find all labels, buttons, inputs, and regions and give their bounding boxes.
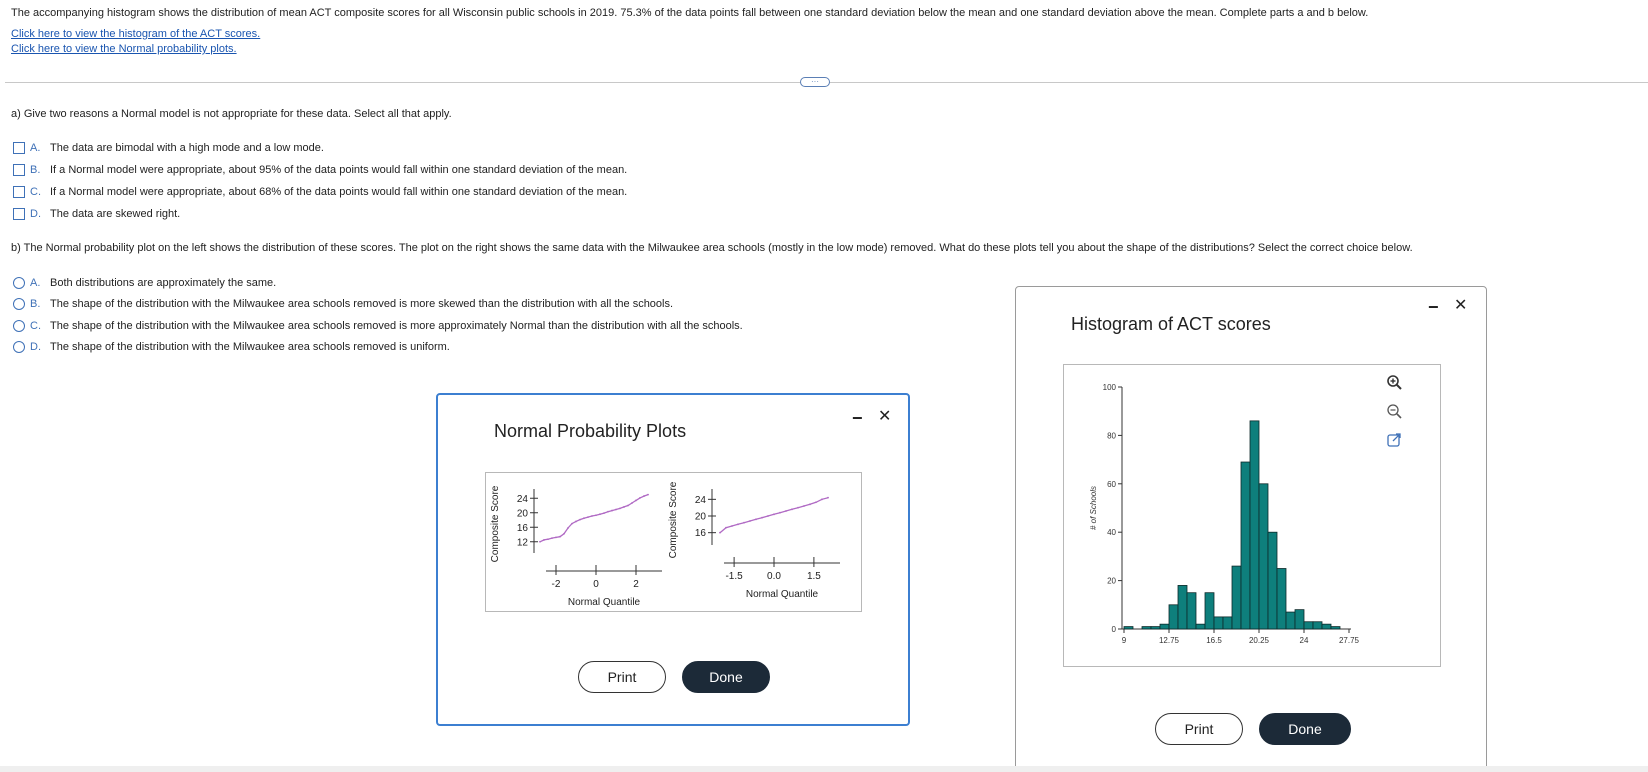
option-letter: B.: [30, 298, 41, 310]
done-button[interactable]: Done: [682, 661, 770, 693]
data-point: [555, 537, 557, 539]
option-letter: A.: [30, 277, 41, 289]
checkbox[interactable]: [13, 186, 25, 198]
zoom-in-icon[interactable]: [1386, 374, 1402, 390]
option-letter: B.: [30, 164, 41, 176]
histogram-bar: [1259, 484, 1268, 629]
histogram-bar: [1178, 585, 1187, 629]
data-point: [587, 516, 589, 518]
data-point: [627, 505, 629, 507]
part-a-question: a) Give two reasons a Normal model is not appropriate for these data. Select all that apply.: [11, 108, 452, 120]
histogram-bar: [1286, 612, 1295, 629]
histogram-bar: [1187, 593, 1196, 629]
option-text: The data are bimodal with a high mode and a low mode.: [50, 142, 324, 154]
x-tick-label: 16.5: [1206, 636, 1222, 645]
histogram-bar: [1142, 627, 1151, 629]
part-b-question: b) The Normal probability plot on the left shows the distribution of these scores. The plot on the right shows the same data with the Milwaukee area schools (mostly in the low mode) removed. What do these plots tell you about the shape of the distributions? Select the correct choice below.: [11, 242, 1413, 254]
data-point: [785, 510, 787, 512]
histogram-dialog: [1015, 286, 1487, 772]
data-point: [761, 517, 763, 519]
data-point: [547, 538, 549, 540]
histogram-bar: [1322, 624, 1331, 629]
y-tick-label: 16: [694, 528, 706, 540]
histogram-bar: [1214, 617, 1223, 629]
histogram-panel: [1063, 364, 1441, 667]
option-text: If a Normal model were appropriate, about 68% of the data points would fall within one standard deviation of the mean.: [50, 186, 628, 198]
data-point: [635, 500, 637, 502]
data-point: [643, 495, 645, 497]
data-point: [595, 514, 597, 516]
print-button[interactable]: Print: [578, 661, 666, 693]
histogram-bar: [1331, 627, 1340, 629]
y-tick-label: 16: [516, 522, 528, 534]
x-tick-label: 1.5: [806, 571, 821, 582]
data-point: [591, 515, 593, 517]
histogram-bar: [1268, 532, 1277, 629]
data-point: [803, 505, 805, 507]
data-point: [779, 512, 781, 514]
data-point: [797, 507, 799, 509]
x-tick-label: 0.0: [767, 571, 781, 582]
checkbox[interactable]: [13, 142, 25, 154]
data-point: [619, 508, 621, 510]
histogram-bar: [1295, 610, 1304, 629]
bottom-bar: [0, 766, 1648, 772]
histogram-bar: [1160, 624, 1169, 629]
histogram-svg: [1064, 365, 1440, 666]
data-point: [567, 527, 569, 529]
data-point: [719, 532, 721, 534]
data-point: [791, 508, 793, 510]
intro-text: The accompanying histogram shows the distribution of mean ACT composite scores for all Wisconsin public schools in 2019. 75.3% of the data points fall between one standard deviation below the mean and one standard deviation above the mean. Complete parts a and b below.: [11, 7, 1369, 19]
y-axis-label: # of Schools: [1089, 485, 1098, 531]
histogram-bar: [1205, 593, 1214, 629]
data-point: [583, 517, 585, 519]
y-tick-label: 40: [1107, 528, 1116, 538]
data-point: [725, 527, 727, 529]
x-tick-label: 0: [593, 579, 599, 590]
data-point: [755, 518, 757, 520]
x-tick-label: -1.5: [725, 571, 743, 582]
option-letter: D.: [30, 341, 41, 353]
x-tick-label: 24: [1299, 636, 1309, 645]
part-b-option-d[interactable]: [13, 340, 450, 354]
data-point: [639, 497, 641, 499]
data-point: [575, 521, 577, 523]
x-tick-label: 9: [1121, 636, 1127, 645]
y-axis-label: Composite Score: [668, 481, 679, 559]
part-a-option-c[interactable]: [13, 185, 627, 199]
histogram-bar: [1196, 624, 1205, 629]
y-tick-label: 20: [516, 508, 528, 520]
histogram-link[interactable]: Click here to view the histogram of the ACT scores.: [11, 28, 261, 40]
close-icon[interactable]: ✕: [1454, 297, 1468, 314]
minimize-icon[interactable]: −: [852, 408, 863, 428]
option-letter: D.: [30, 208, 41, 220]
data-point: [563, 533, 565, 535]
checkbox[interactable]: [13, 208, 25, 220]
data-point: [615, 509, 617, 511]
data-point: [559, 536, 561, 538]
normal-plots-link[interactable]: Click here to view the Normal probability plots.: [11, 43, 237, 55]
x-tick-label: -2: [551, 579, 561, 590]
data-point: [603, 512, 605, 514]
part-a-option-d[interactable]: [13, 207, 180, 221]
histogram-bar: [1304, 622, 1313, 629]
x-tick-label: 20.25: [1248, 636, 1270, 645]
part-a-option-a[interactable]: [13, 141, 324, 155]
data-point: [611, 510, 613, 512]
histogram-bar: [1250, 421, 1259, 629]
x-axis-label: Normal Quantile: [745, 589, 819, 600]
normal-plots-svg: [486, 473, 861, 611]
y-tick-label: 20: [1107, 576, 1116, 586]
dialog-title: Histogram of ACT scores: [1071, 314, 1271, 334]
x-tick-label: 2: [633, 579, 639, 590]
radio-button[interactable]: [13, 341, 25, 353]
option-letter: C.: [30, 320, 41, 332]
data-point: [599, 513, 601, 515]
data-point: [821, 498, 823, 500]
data-point: [737, 523, 739, 525]
y-tick-label: 24: [516, 493, 528, 505]
histogram-bar: [1232, 566, 1241, 629]
histogram-bar: [1151, 627, 1160, 629]
histogram-bar: [1313, 622, 1322, 629]
data-point: [623, 506, 625, 508]
data-line: [540, 495, 648, 542]
data-point: [607, 511, 609, 513]
data-point: [543, 539, 545, 541]
normal-plot-1: [490, 485, 662, 608]
option-text: The shape of the distribution with the Milwaukee area schools removed is more approximately Normal than the distribution with all the schools.: [50, 320, 743, 332]
data-point: [579, 519, 581, 521]
checkbox[interactable]: [13, 164, 25, 176]
option-text: The shape of the distribution with the Milwaukee area schools removed is more skewed than the distribution with all the schools.: [50, 298, 674, 310]
minimize-icon[interactable]: −: [1428, 297, 1439, 317]
y-tick-label: 24: [694, 494, 706, 506]
option-letter: A.: [30, 142, 41, 154]
radio-button[interactable]: [13, 277, 25, 289]
histogram-bar: [1241, 462, 1250, 629]
part-b-option-c[interactable]: [13, 319, 743, 333]
y-tick-label: 100: [1102, 383, 1116, 392]
option-text: The data are skewed right.: [50, 208, 181, 220]
x-tick-label: 27.75: [1338, 636, 1360, 645]
y-axis-label: Composite Score: [490, 485, 501, 563]
y-tick-label: 60: [1107, 479, 1116, 489]
y-tick-label: 20: [694, 511, 706, 523]
radio-button[interactable]: [13, 320, 25, 332]
y-tick-label: 12: [516, 537, 528, 549]
expand-button[interactable]: ···: [800, 77, 830, 87]
part-a-option-b[interactable]: [13, 163, 627, 177]
done-button[interactable]: Done: [1259, 713, 1351, 745]
part-b-option-b[interactable]: [13, 297, 673, 311]
data-point: [827, 497, 829, 499]
option-text: Both distributions are approximately the same.: [50, 277, 277, 289]
histogram-bar: [1277, 569, 1286, 630]
data-point: [551, 537, 553, 539]
histogram-bar: [1223, 617, 1232, 629]
data-point: [767, 515, 769, 517]
normal-plots-dialog: [436, 393, 910, 726]
data-point: [647, 494, 649, 496]
y-tick-label: 0: [1111, 625, 1116, 634]
option-text: If a Normal model were appropriate, about 95% of the data points would fall within one standard deviation of the mean.: [50, 164, 628, 176]
histogram-bar: [1169, 605, 1178, 629]
y-tick-label: 80: [1107, 431, 1116, 441]
option-text: The shape of the distribution with the Milwaukee area schools removed is uniform.: [50, 341, 450, 353]
x-tick-label: 12.75: [1158, 636, 1180, 645]
option-letter: C.: [30, 186, 41, 198]
print-button[interactable]: Print: [1155, 713, 1243, 745]
data-point: [773, 513, 775, 515]
data-point: [749, 520, 751, 522]
open-external-icon[interactable]: [1386, 432, 1402, 448]
radio-button[interactable]: [13, 298, 25, 310]
dialog-title: Normal Probability Plots: [494, 421, 687, 441]
close-icon[interactable]: ✕: [878, 408, 892, 425]
x-axis-label: Normal Quantile: [567, 597, 641, 608]
data-point: [815, 501, 817, 503]
histogram-bar: [1124, 627, 1133, 629]
data-point: [809, 503, 811, 505]
normal-plots-panel: [485, 472, 862, 612]
zoom-out-icon[interactable]: [1386, 403, 1402, 419]
data-point: [743, 522, 745, 524]
data-point: [731, 525, 733, 527]
data-point: [539, 541, 541, 543]
part-b-option-a[interactable]: [13, 276, 276, 290]
data-point: [631, 502, 633, 504]
normal-plot-2: [668, 481, 840, 600]
data-point: [571, 523, 573, 525]
